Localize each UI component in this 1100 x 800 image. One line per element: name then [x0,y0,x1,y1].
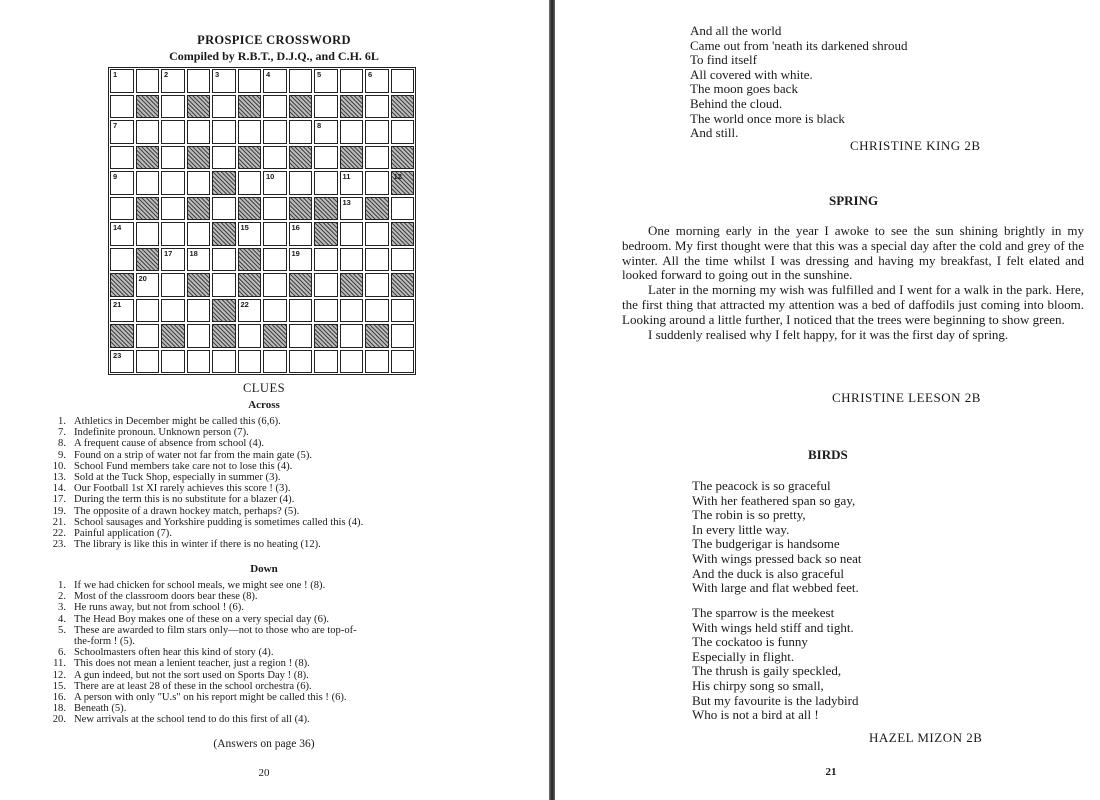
grid-cell[interactable] [314,69,338,93]
grid-block [187,197,211,221]
grid-cell[interactable] [365,120,389,144]
across-clue [40,506,480,517]
across-clue [40,528,480,539]
grid-cell[interactable] [289,324,313,348]
grid-cell[interactable] [391,120,415,144]
across-clue [40,427,480,438]
grid-cell[interactable] [187,222,211,246]
grid-cell[interactable] [340,69,364,93]
down-clue [40,692,480,703]
grid-block [289,95,313,119]
poem-untitled [690,24,908,141]
grid-cell[interactable] [263,248,287,272]
grid-block [340,146,364,170]
grid-cell[interactable] [365,69,389,93]
grid-cell[interactable] [391,350,415,374]
birds-author: HAZEL MIZON 2B [869,730,983,745]
grid-cell[interactable] [314,146,338,170]
grid-cell[interactable] [161,171,185,195]
grid-cell[interactable] [340,171,364,195]
grid-cell[interactable] [161,350,185,374]
grid-cell[interactable] [365,95,389,119]
clue-num: 18. [52,703,66,715]
clue-number: 1 [113,70,118,79]
grid-cell[interactable] [238,324,262,348]
grid-block [391,146,415,170]
grid-block [136,248,160,272]
grid-cell[interactable] [314,350,338,374]
clue-num: 4. [58,613,66,625]
across-clue [40,472,480,483]
clue-text: These are awarded to film stars only—not to those who are top-of- [74,624,357,636]
clue-num: 12. [52,669,66,681]
grid-cell[interactable] [110,197,134,221]
grid-cell[interactable] [161,197,185,221]
clue-num: 2. [58,591,66,603]
grid-cell[interactable] [136,120,160,144]
grid-cell[interactable] [110,95,134,119]
spring-title: SPRING [829,193,879,208]
grid-cell[interactable] [238,171,262,195]
grid-block [391,95,415,119]
clue-text: The library is like this in winter if there is no heating (12). [74,539,321,551]
poem-line: The moon goes back [690,81,798,97]
grid-cell[interactable] [314,273,338,297]
grid-cell[interactable] [365,248,389,272]
clue-text: School Fund members take care not to lose this (4). [74,460,293,472]
grid-block [212,171,236,195]
clue-number: 7 [113,121,118,130]
grid-block [314,222,338,246]
clue-text: A frequent cause of absence from school (4). [74,438,265,450]
clue-text: The Head Boy makes one of these on a very special day (6). [74,613,330,625]
across-clue-list [40,416,480,550]
clue-num: 13. [52,472,66,484]
clue-num: 1. [58,416,66,427]
grid-cell[interactable] [263,299,287,323]
right-page [556,0,1100,800]
clue-number: 20 [138,274,147,283]
grid-block [187,146,211,170]
grid-cell[interactable] [263,95,287,119]
clue-text: Indefinite pronoun. Unknown person (7). [74,427,249,439]
grid-cell[interactable] [340,248,364,272]
clue-num: 10. [52,460,66,472]
grid-cell[interactable] [314,120,338,144]
clue-text: Most of the classroom doors bear these (8). [74,591,258,603]
grid-block [161,324,185,348]
crossword-title: PROSPICE CROSSWORD [197,33,351,47]
clue-text: Found on a strip of water not far from the main gate (5). [74,449,312,461]
clue-text: The opposite of a drawn hockey match, perhaps? (5). [74,505,300,517]
poem-line: In every little way. [692,521,790,537]
clue-text: This does not mean a lenient teacher, just a region ! (8). [74,658,310,670]
grid-cell[interactable] [212,146,236,170]
clue-num: 15. [52,680,66,692]
clue-num: 11. [53,658,66,670]
grid-cell[interactable] [212,95,236,119]
clue-num: 6. [58,647,66,659]
grid-cell[interactable] [187,248,211,272]
clue-number: 19 [291,248,300,258]
grid-cell[interactable] [136,350,160,374]
clue-text: There are at least 28 of these in the school orchestra (6). [74,680,312,692]
grid-cell[interactable] [212,197,236,221]
across-clue [40,539,480,550]
birds-title: BIRDS [808,447,848,462]
grid-cell[interactable] [289,120,313,144]
grid-cell[interactable] [365,146,389,170]
clue-number: 17 [164,248,173,258]
clue-num: 17. [52,494,66,506]
grid-cell[interactable] [110,222,134,246]
poem-line: And all the world [690,23,782,38]
clue-text: Painful application (7). [74,528,172,540]
grid-cell[interactable] [238,69,262,93]
grid-cell[interactable] [161,248,185,272]
down-clue [40,625,480,636]
grid-cell[interactable] [161,146,185,170]
clue-text: Sold at the Tuck Shop, especially in summer (3). [74,472,281,484]
grid-cell[interactable] [340,120,364,144]
grid-cell[interactable] [136,222,160,246]
grid-block [391,222,415,246]
grid-block [238,248,262,272]
grid-cell[interactable] [289,299,313,323]
down-clue [40,647,480,658]
grid-cell[interactable] [365,222,389,246]
clue-number: 12 [393,172,402,181]
grid-cell[interactable] [314,299,338,323]
grid-cell[interactable] [340,222,364,246]
down-clue [40,658,480,669]
grid-block [136,146,160,170]
grid-block [263,324,287,348]
poem-line: And still. [690,125,739,141]
clues-heading: CLUES [242,381,286,395]
clue-text: Beneath (5). [74,703,127,715]
grid-cell[interactable] [314,95,338,119]
grid-block [238,146,262,170]
grid-cell[interactable] [263,350,287,374]
across-clue [40,438,480,449]
grid-cell[interactable] [263,222,287,246]
grid-block [238,197,262,221]
grid-cell[interactable] [110,146,134,170]
clue-text: He runs away, but not from school ! (6). [74,602,244,614]
grid-cell[interactable] [238,299,262,323]
grid-block [365,324,389,348]
grid-cell[interactable] [340,324,364,348]
clue-num: 21. [52,516,66,528]
grid-cell[interactable] [110,299,134,323]
page-number-right: 21 [825,766,837,778]
grid-cell[interactable] [263,69,287,93]
grid-cell[interactable] [365,273,389,297]
clue-text: A gun indeed, but not the sort used on Sports Day ! (8). [74,669,309,681]
spring-paragraph: Later in the morning my wish was fulfilled and I went for a walk in the park. Here, the first thing that attracted my attention was a bed of daffodils just coming into bloom. Looking around a little further, I noticed that the trees were beginning to show green. [622,282,1084,327]
crossword-grid[interactable] [108,67,416,375]
grid-cell[interactable] [161,222,185,246]
grid-cell[interactable] [187,324,211,348]
down-clue [40,614,480,625]
grid-block [136,95,160,119]
grid-cell[interactable] [161,299,185,323]
grid-block [289,146,313,170]
across-clue [40,483,480,494]
grid-cell[interactable] [391,299,415,323]
poem-line: The robin is so pretty, [692,507,806,523]
down-clue [40,591,480,602]
clue-num: 9. [58,449,66,461]
poem-line: The cockatoo is funny [692,634,808,650]
grid-cell[interactable] [238,350,262,374]
clue-num: 7. [58,427,66,439]
grid-cell[interactable] [187,171,211,195]
grid-cell[interactable] [161,273,185,297]
down-heading: Down [250,563,278,575]
grid-cell[interactable] [391,248,415,272]
clue-number: 16 [291,223,300,232]
spring-paragraph: I suddenly realised why I felt happy, for it was the first day of spring. [648,326,1009,342]
grid-cell[interactable] [314,171,338,195]
grid-block [289,273,313,297]
grid-cell[interactable] [110,120,134,144]
clue-text: New arrivals at the school tend to do this first of all (4). [74,714,310,726]
grid-cell[interactable] [136,324,160,348]
grid-cell[interactable] [110,350,134,374]
clue-number: 9 [113,172,118,181]
spring-prose [622,224,1084,342]
clue-number: 21 [113,299,122,309]
clue-num: 1. [58,580,66,591]
down-clue-list [40,580,480,726]
clue-num: 14. [52,483,66,495]
answers-note: (Answers on page 36) [213,738,315,750]
grid-block [340,95,364,119]
clue-number: 3 [215,70,220,79]
down-clue [40,681,480,692]
grid-cell[interactable] [136,299,160,323]
spring-paragraph: One morning early in the year I awoke to see the sun shining brightly in my bedroom. My first thought were that this was a special day after the cold and grey of the winter. All the time whilst I was dressing and having my breakfast, I felt elated and looked forward to going out in the sunshine. [622,223,1084,283]
down-clue [40,670,480,681]
clue-num [40,636,74,647]
grid-cell[interactable] [136,273,160,297]
poem-line: All covered with white. [690,66,813,82]
clue-num: 20. [52,714,66,726]
grid-block [391,171,415,195]
grid-cell[interactable] [110,248,134,272]
grid-cell[interactable] [110,171,134,195]
clue-text: A person with only "U.s" on his report might be called this ! (6). [74,692,347,704]
poem-line: The thrush is gaily speckled, [692,663,842,679]
poem-line: With wings pressed back so neat [692,550,862,566]
grid-block [212,299,236,323]
clue-num: 3. [58,602,66,614]
grid-cell[interactable] [391,197,415,221]
poem-line: With large and flat webbed feet. [692,580,859,596]
grid-cell[interactable] [289,222,313,246]
grid-cell[interactable] [314,248,338,272]
grid-cell[interactable] [136,171,160,195]
grid-cell[interactable] [238,120,262,144]
grid-block [238,95,262,119]
across-clue [40,450,480,461]
clue-text: Schoolmasters often hear this kind of story (4). [74,647,274,659]
clue-num: 16. [52,692,66,704]
clue-num: 23. [52,539,66,551]
grid-cell[interactable] [212,69,236,93]
grid-cell[interactable] [187,120,211,144]
grid-block [110,324,134,348]
grid-cell[interactable] [365,299,389,323]
poem-line: Who is not a bird at all ! [692,707,819,723]
clue-number: 23 [113,350,122,360]
grid-cell[interactable] [289,171,313,195]
clue-num: 5. [58,624,66,636]
across-heading: Across [248,399,280,411]
clue-text: During the term this is no substitute for a blazer (4). [74,494,295,506]
clue-number: 15 [240,223,249,232]
clue-number: 4 [266,70,271,79]
poem-line: And the duck is also graceful [692,565,844,581]
across-clue [40,494,480,505]
grid-cell[interactable] [212,248,236,272]
grid-cell[interactable] [391,324,415,348]
birds-stanza-2 [692,606,858,723]
grid-cell[interactable] [263,120,287,144]
grid-cell[interactable] [161,69,185,93]
grid-block [365,197,389,221]
poem-line: Especially in flight. [692,648,795,664]
grid-cell[interactable] [340,350,364,374]
grid-cell[interactable] [110,69,134,93]
clue-text: the-form ! (5). [74,636,135,648]
grid-block [314,324,338,348]
grid-block [136,197,160,221]
page-number-left: 20 [258,767,270,779]
grid-cell[interactable] [212,350,236,374]
grid-cell[interactable] [391,69,415,93]
grid-block [110,273,134,297]
clue-num: 8. [58,438,66,450]
grid-cell[interactable] [340,299,364,323]
clue-num: 22. [52,528,66,540]
clue-text: School sausages and Yorkshire pudding is sometimes called this (4). [74,516,364,528]
poem-line: Behind the cloud. [690,95,783,111]
grid-cell[interactable] [289,248,313,272]
clue-text: Athletics in December might be called this (6,6). [74,416,281,427]
crossword-compilers: Compiled by R.B.T., D.J.Q., and C.H. 6L [169,49,379,63]
clue-number: 5 [317,70,322,79]
poem-line: Came out from 'neath its darkened shroud [690,37,908,53]
grid-block [212,324,236,348]
grid-block [340,273,364,297]
clue-number: 18 [189,248,198,258]
grid-block [187,95,211,119]
clue-text: Our Football 1st XI rarely achieves this score ! (3). [74,483,291,495]
poem-author-christine-king: CHRISTINE KING 2B [850,138,981,153]
grid-block [238,273,262,297]
clue-number: 8 [317,121,322,130]
grid-cell[interactable] [289,350,313,374]
clue-num: 19. [52,505,66,517]
book-gutter [549,0,555,800]
grid-cell[interactable] [212,120,236,144]
poem-line: The sparrow is the meekest [692,605,835,620]
poem-line: His chirpy song so small, [692,677,824,693]
grid-cell[interactable] [187,299,211,323]
grid-cell[interactable] [238,222,262,246]
grid-cell[interactable] [136,69,160,93]
clue-number: 13 [342,197,351,207]
grid-block [212,222,236,246]
across-clue [40,416,480,427]
left-page [0,0,548,800]
birds-stanza-1 [692,479,862,596]
clue-number: 10 [266,172,275,181]
clue-number: 6 [368,70,373,79]
grid-block [187,273,211,297]
grid-block [314,197,338,221]
grid-cell[interactable] [263,171,287,195]
clue-number: 14 [113,223,122,232]
grid-cell[interactable] [161,95,185,119]
down-clue [40,714,480,725]
grid-block [289,197,313,221]
clue-number: 11 [342,172,351,181]
grid-cell[interactable] [187,69,211,93]
poem-line: The world once more is black [690,110,845,126]
poem-line: To find itself [690,52,757,68]
down-clue [40,636,480,647]
poem-line: The peacock is so graceful [692,478,831,493]
poem-line: With wings held stiff and tight. [692,619,854,635]
grid-cell[interactable] [263,273,287,297]
poem-line: With her feathered span so gay, [692,492,856,508]
grid-cell[interactable] [365,171,389,195]
across-clue [40,517,480,528]
down-clue [40,602,480,613]
clue-number: 2 [164,70,169,79]
grid-cell[interactable] [187,350,211,374]
grid-cell[interactable] [263,146,287,170]
clue-text: If we had chicken for school meals, we might see one ! (8). [74,580,326,591]
spring-author: CHRISTINE LEESON 2B [832,390,981,405]
down-clue [40,580,480,591]
grid-cell[interactable] [161,120,185,144]
poem-line: But my favourite is the ladybird [692,692,859,708]
clue-number: 22 [240,299,249,309]
poem-line: The budgerigar is handsome [692,536,840,552]
grid-cell[interactable] [365,350,389,374]
grid-cell[interactable] [340,197,364,221]
grid-cell[interactable] [212,273,236,297]
grid-cell[interactable] [263,197,287,221]
across-clue [40,461,480,472]
grid-cell[interactable] [289,69,313,93]
grid-block [391,273,415,297]
down-clue [40,703,480,714]
